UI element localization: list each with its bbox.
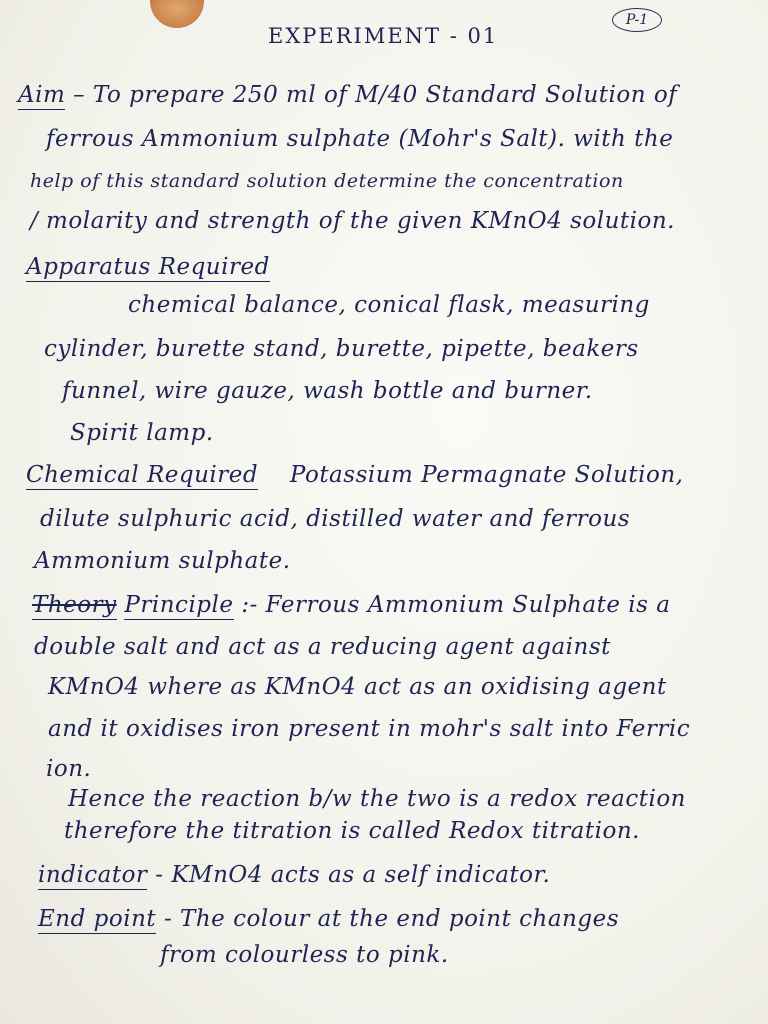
chemical-line-3: Ammonium sulphate.	[34, 548, 291, 574]
principle-text: :- Ferrous Ammonium Sulphate is a	[241, 592, 671, 618]
chemical-text: Potassium Permagnate Solution,	[289, 462, 684, 488]
indicator-text: KMnO4 acts as a self indicator.	[171, 862, 551, 888]
chemical-label: Chemical Required	[26, 462, 259, 488]
indicator-sep: -	[155, 862, 164, 888]
apparatus-label: Apparatus Required	[26, 254, 270, 280]
aim-label: Aim	[18, 82, 66, 108]
apparatus-line-2: cylinder, burette stand, burette, pipette, beakers	[44, 336, 639, 362]
endpoint-sep: -	[163, 906, 173, 932]
aim-sep: –	[73, 82, 86, 108]
principle-line-4: and it oxidises iron present in mohr's salt into Ferric	[48, 716, 691, 742]
endpoint-line-2: from colourless to pink.	[160, 942, 449, 968]
theory-struck-label: Theory	[32, 592, 117, 618]
principle-line-7: therefore the titration is called Redox titration.	[64, 818, 640, 844]
page-title: EXPERIMENT - 01	[268, 24, 499, 48]
aim-line-2: ferrous Ammonium sulphate (Mohr's Salt). with the	[46, 126, 674, 152]
principle-line-1	[32, 592, 670, 618]
aim-line-3: help of this standard solution determine the concentration	[30, 170, 624, 192]
endpoint-line-1	[38, 906, 619, 932]
apparatus-line-4: Spirit lamp.	[70, 420, 214, 446]
apparatus-heading	[26, 254, 270, 280]
principle-line-5: ion.	[46, 756, 92, 782]
aim-line-4: / molarity and strength of the given KMnO4 solution.	[30, 208, 675, 234]
indicator-line	[38, 862, 550, 888]
principle-line-3: KMnO4 where as KMnO4 act as an oxidising agent	[48, 674, 667, 700]
principle-label: Principle	[124, 592, 234, 618]
principle-line-6: Hence the reaction b/w the two is a redox reaction	[68, 786, 686, 812]
principle-line-2: double salt and act as a reducing agent against	[34, 634, 611, 660]
endpoint-text: The colour at the end point changes	[180, 906, 620, 932]
chemical-line-1	[26, 462, 684, 488]
chemical-line-2: dilute sulphuric acid, distilled water and ferrous	[40, 506, 631, 532]
endpoint-label: End point	[38, 906, 157, 932]
page-number-badge: P-1	[612, 8, 662, 32]
apparatus-line-1: chemical balance, conical flask, measuring	[128, 292, 650, 318]
apparatus-line-3: funnel, wire gauze, wash bottle and burner.	[62, 378, 593, 404]
indicator-label: indicator	[38, 862, 148, 888]
aim-line	[18, 82, 677, 108]
aim-text: To prepare 250 ml of M/40 Standard Solution of	[92, 82, 678, 108]
